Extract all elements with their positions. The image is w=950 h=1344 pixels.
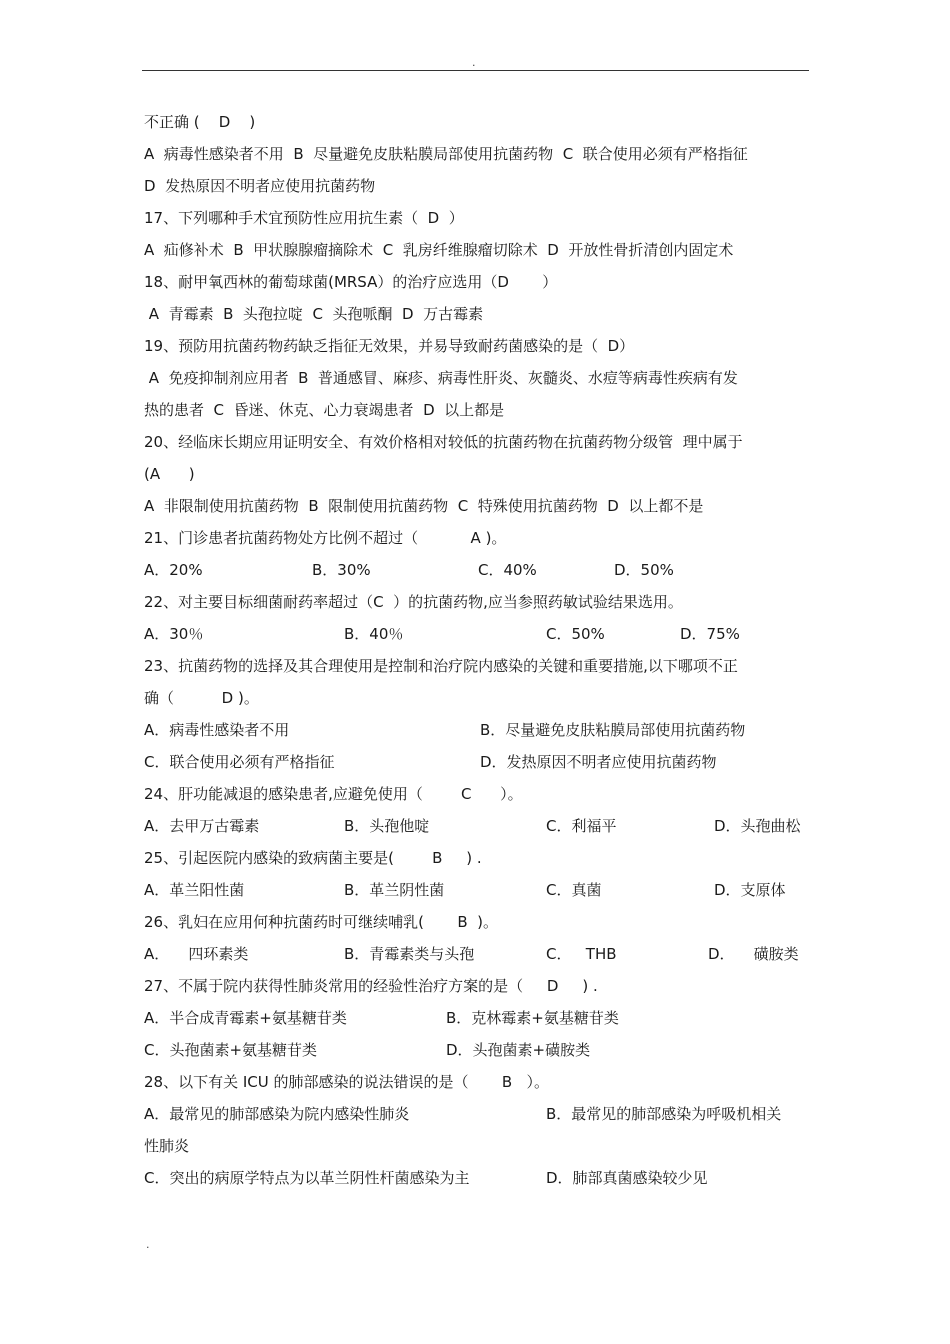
option-d: D．头孢菌素+磺胺类 (446, 1041, 591, 1059)
question-22: 22、对主要目标细菌耐药率超过（C ）的抗菌药物,应当参照药敏试验结果选用。 (144, 593, 683, 611)
question-27: 27、不属于院内获得性肺炎常用的经验性治疗方案的是（ D ) . (144, 977, 598, 995)
question-18: 18、耐甲氧西林的葡萄球菌(MRSA）的治疗应选用（D ） (144, 273, 558, 291)
question-17: 17、下列哪种手术宜预防性应用抗生素（ D ） (144, 209, 464, 227)
option-b: B．青霉素类与头孢 (344, 945, 475, 963)
option-a: A． 四环素类 (144, 945, 249, 963)
option-c: C．50% (546, 625, 605, 643)
option-c: C．真菌 (546, 881, 602, 899)
text-line: A 病毒性感染者不用 B 尽量避免皮肤粘膜局部使用抗菌药物 C 联合使用必须有严格指征 (144, 145, 748, 163)
option-d: D．50% (614, 561, 674, 579)
question-24: 24、肝功能减退的感染患者,应避免使用（ C ）。 (144, 785, 523, 803)
document-body (144, 106, 812, 1194)
question-28-options: 性肺炎 (144, 1137, 190, 1155)
option-c: C．利福平 (546, 817, 617, 835)
footer-mark: . (146, 1238, 150, 1251)
option-c: C．40% (478, 561, 537, 579)
option-d: D．75% (680, 625, 740, 643)
question-26: 26、乳妇在应用何种抗菌药时可继续哺乳( B )。 (144, 913, 498, 931)
option-d: D．头孢曲松 (714, 817, 801, 835)
option-a: A．半合成青霉素+氨基糖苷类 (144, 1009, 347, 1027)
question-19-options: A 免疫抑制剂应用者 B 普通感冒、麻疹、病毒性肝炎、灰髓炎、水痘等病毒性疾病有发 (144, 369, 738, 387)
question-17-options: A 疝修补术 B 甲状腺腺瘤摘除术 C 乳房纤维腺瘤切除术 D 开放性骨折清创内固定术 (144, 241, 734, 259)
text-line: D 发热原因不明者应使用抗菌药物 (144, 177, 376, 195)
question-20: 20、经临床长期应用证明安全、有效价格相对较低的抗菌药物在抗菌药物分级管 理中属于 (144, 433, 743, 451)
option-d: D． 磺胺类 (708, 945, 799, 963)
header-mark: . (472, 56, 476, 69)
option-a: A．最常见的肺部感染为院内感染性肺炎 (144, 1105, 410, 1123)
question-21-options (144, 554, 812, 586)
question-23-options (144, 746, 812, 778)
question-20-options: A 非限制使用抗菌药物 B 限制使用抗菌药物 C 特殊使用抗菌药物 D 以上都不是 (144, 497, 704, 515)
question-27-options (144, 1002, 812, 1034)
question-28-options (144, 1098, 812, 1130)
option-d: D．发热原因不明者应使用抗菌药物 (480, 753, 717, 771)
option-b: B．40％ (344, 625, 404, 643)
question-23: 确（ D )。 (144, 689, 259, 707)
question-20: (A ) (144, 465, 195, 483)
option-b: B．尽量避免皮肤粘膜局部使用抗菌药物 (480, 721, 746, 739)
option-a: A．去甲万古霉素 (144, 817, 260, 835)
option-a: A．20% (144, 561, 203, 579)
option-d: D．肺部真菌感染较少见 (546, 1169, 708, 1187)
question-21: 21、门诊患者抗菌药物处方比例不超过（ A )。 (144, 529, 507, 547)
question-28: 28、以下有关 ICU 的肺部感染的说法错误的是（ B ）。 (144, 1073, 549, 1091)
option-a: A．30％ (144, 625, 204, 643)
question-19-options: 热的患者 C 昏迷、休克、心力衰竭患者 D 以上都是 (144, 401, 505, 419)
option-a: A．病毒性感染者不用 (144, 721, 290, 739)
question-24-options (144, 810, 812, 842)
option-b: B．革兰阴性菌 (344, 881, 445, 899)
question-27-options (144, 1034, 812, 1066)
header-rule (142, 70, 809, 71)
question-26-options (144, 938, 812, 970)
question-25-options (144, 874, 812, 906)
option-a: A．革兰阳性菌 (144, 881, 245, 899)
question-23: 23、抗菌药物的选择及其合理使用是控制和治疗院内感染的关键和重要措施,以下哪项不正 (144, 657, 738, 675)
question-22-options (144, 618, 812, 650)
question-23-options (144, 714, 812, 746)
option-c: C．头孢菌素+氨基糖苷类 (144, 1041, 318, 1059)
option-b: B．头孢他啶 (344, 817, 430, 835)
question-19: 19、预防用抗菌药物药缺乏指征无效果，并易导致耐药菌感染的是（ D） (144, 337, 635, 355)
question-18-options: A 青霉素 B 头孢拉啶 C 头孢哌酮 D 万古霉素 (144, 305, 484, 323)
option-c: C．联合使用必须有严格指征 (144, 753, 335, 771)
option-c: C． THB (546, 945, 617, 963)
option-b: B．克林霉素+氨基糖苷类 (446, 1009, 619, 1027)
text-line: 不正确 ( D ) (144, 113, 256, 131)
question-25: 25、引起医院内感染的致病菌主要是( B ) . (144, 849, 482, 867)
question-28-options (144, 1162, 812, 1194)
option-b: B．30% (312, 561, 371, 579)
option-d: D．支原体 (714, 881, 786, 899)
option-b: B．最常见的肺部感染为呼吸机相关 (546, 1105, 782, 1123)
option-c: C．突出的病原学特点为以革兰阴性杆菌感染为主 (144, 1169, 470, 1187)
